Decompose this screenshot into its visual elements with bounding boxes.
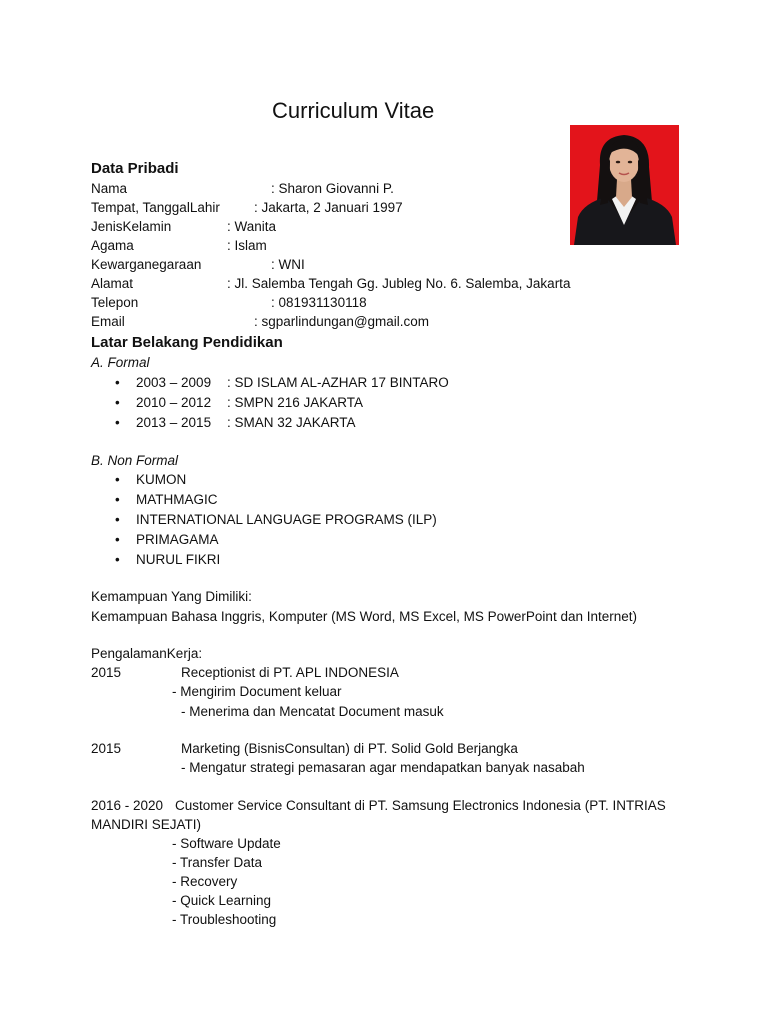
- portrait-illustration: [570, 125, 679, 245]
- label-kewarganegaraan: Kewarganegaraan: [91, 257, 202, 272]
- label-telepon: Telepon: [91, 295, 139, 310]
- pengalaman-heading: PengalamanKerja:: [91, 646, 203, 661]
- job-year: 2015: [91, 665, 122, 680]
- nonformal-item: KUMON: [136, 472, 187, 487]
- bullet-icon: •: [115, 375, 120, 390]
- bullet-icon: •: [115, 472, 120, 487]
- nonformal-label: B. Non Formal: [91, 453, 179, 468]
- formal-years: 2010 – 2012: [136, 395, 212, 410]
- document-title: Curriculum Vitae: [272, 98, 435, 123]
- job-title: Receptionist di PT. APL INDONESIA: [181, 665, 399, 680]
- value-alamat: : Jl. Salemba Tengah Gg. Jubleg No. 6. Salemba, Jakarta: [227, 276, 571, 291]
- value-kewarganegaraan: : WNI: [271, 257, 305, 272]
- job-duty: - Quick Learning: [172, 893, 272, 908]
- value-tempat-tanggal-lahir: : Jakarta, 2 Januari 1997: [254, 200, 403, 215]
- bullet-icon: •: [115, 492, 120, 507]
- label-jenis-kelamin: JenisKelamin: [91, 219, 172, 234]
- bullet-icon: •: [115, 415, 120, 430]
- label-agama: Agama: [91, 238, 134, 253]
- section-heading-pendidikan: Latar Belakang Pendidikan: [91, 334, 283, 351]
- job-duty: - Software Update: [172, 836, 281, 851]
- formal-school: : SMPN 216 JAKARTA: [227, 395, 364, 410]
- bullet-icon: •: [115, 552, 120, 567]
- nonformal-item: NURUL FIKRI: [136, 552, 221, 567]
- profile-photo: [570, 125, 679, 245]
- job-duty: - Transfer Data: [172, 855, 263, 870]
- value-agama: : Islam: [227, 238, 267, 253]
- kemampuan-text: Kemampuan Bahasa Inggris, Komputer (MS Word, MS Excel, MS PowerPoint dan Internet): [91, 609, 637, 624]
- bullet-icon: •: [115, 532, 120, 547]
- value-telepon: : 081931130118: [271, 295, 367, 310]
- job-duty: - Recovery: [172, 874, 238, 889]
- label-nama: Nama: [91, 181, 128, 196]
- nonformal-item: INTERNATIONAL LANGUAGE PROGRAMS (ILP): [136, 512, 437, 527]
- formal-label: A. Formal: [91, 355, 150, 370]
- job-year: 2015: [91, 741, 122, 756]
- job-duty: - Mengirim Document keluar: [172, 684, 342, 699]
- job-duty: - Mengatur strategi pemasaran agar mendapatkan banyak nasabah: [181, 760, 585, 775]
- bullet-icon: •: [115, 512, 120, 527]
- nonformal-item: PRIMAGAMA: [136, 532, 219, 547]
- kemampuan-heading: Kemampuan Yang Dimiliki:: [91, 589, 252, 604]
- job-title-continued: MANDIRI SEJATI): [91, 817, 202, 832]
- formal-years: 2003 – 2009: [136, 375, 212, 390]
- value-email: : sgparlindungan@gmail.com: [254, 314, 430, 329]
- label-alamat: Alamat: [91, 276, 134, 291]
- formal-years: 2013 – 2015: [136, 415, 212, 430]
- job-title: Customer Service Consultant di PT. Samsung Electronics Indonesia (PT. INTRIAS: [175, 798, 666, 813]
- nonformal-item: MATHMAGIC: [136, 492, 218, 507]
- section-heading-data-pribadi: Data Pribadi: [91, 160, 179, 177]
- value-nama: : Sharon Giovanni P.: [271, 181, 394, 196]
- label-tempat-tanggal-lahir: Tempat, TanggalLahir: [91, 200, 220, 215]
- label-email: Email: [91, 314, 125, 329]
- value-jenis-kelamin: : Wanita: [227, 219, 277, 234]
- job-duty: - Troubleshooting: [172, 912, 277, 927]
- formal-school: : SD ISLAM AL-AZHAR 17 BINTARO: [227, 375, 449, 390]
- job-title: Marketing (BisnisConsultan) di PT. Solid Gold Berjangka: [181, 741, 518, 756]
- bullet-icon: •: [115, 395, 120, 410]
- job-duty: - Menerima dan Mencatat Document masuk: [181, 704, 444, 719]
- formal-school: : SMAN 32 JAKARTA: [227, 415, 356, 430]
- job-year: 2016 - 2020: [91, 798, 164, 813]
